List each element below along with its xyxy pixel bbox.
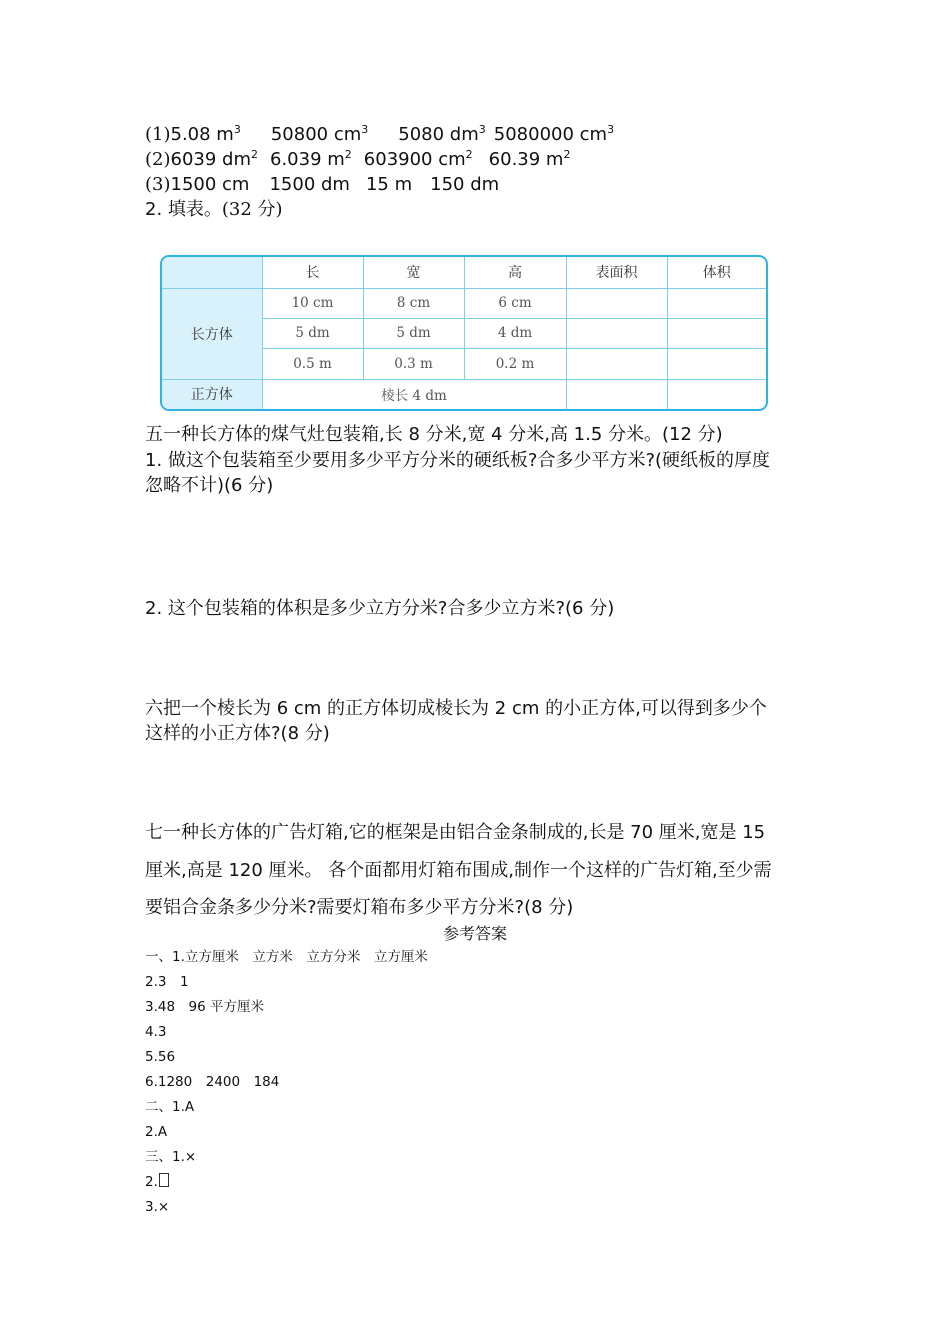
q4-1-row-3: [145, 173, 499, 197]
value: 1500 dm: [269, 174, 350, 195]
answer-cell[interactable]: [667, 379, 766, 409]
answer-line: 4.3: [145, 1024, 167, 1040]
answer-cell[interactable]: [566, 318, 667, 348]
header-blank: [162, 257, 262, 288]
row-label-cuboid: 长方体: [162, 288, 262, 379]
value: 6039 dm: [170, 149, 251, 170]
answer-line: 3.×: [145, 1199, 170, 1215]
answer-cell[interactable]: [667, 318, 766, 348]
cube-edge-cell: 棱长 4 dm: [262, 379, 566, 409]
answer-cell[interactable]: [566, 348, 667, 379]
row-label: (1): [145, 124, 171, 145]
answer-line: 2.: [145, 1173, 169, 1191]
q4-1-row-2: (2)6039 $dm^2$ 6.039 $m^2$ 603900 $cm^2$ 60.39 $m^2$: [145, 148, 571, 170]
value: 6.039 m: [270, 149, 345, 170]
header-surface-area: 表面积: [566, 257, 667, 288]
value: 5.08 m: [170, 124, 234, 145]
q7-line-1: 七一种长方体的广告灯箱,它的框架是由铝合金条制成的,长是 70 厘米,宽是 15: [145, 822, 766, 843]
value: 60.39 m: [488, 149, 564, 170]
header-length: 长: [262, 257, 363, 288]
header-height: 高: [464, 257, 566, 288]
q4-2-heading: 2. 填表。(32 分): [145, 199, 283, 220]
answer-line: 三、1.×: [145, 1149, 197, 1165]
table-cell: 8 cm: [363, 288, 464, 318]
header-volume: 体积: [667, 257, 766, 288]
table-cell: 4 dm: [464, 318, 566, 348]
value: 50800 cm: [270, 124, 362, 145]
q7-line-3: 要铝合金条多少分米?需要灯箱布多少平方分米?(8 分): [145, 897, 574, 918]
table-cell: 10 cm: [262, 288, 363, 318]
row-label: (3): [145, 174, 171, 195]
answer-line: 3.48 96 平方厘米: [145, 999, 265, 1015]
q7-line-2: 厘米,高是 120 厘米。 各个面都用灯箱布围成,制作一个这样的广告灯箱,至少需: [145, 860, 772, 881]
answer-line: 2.A: [145, 1124, 168, 1140]
answer-line: 6.1280 2400 184: [145, 1074, 280, 1090]
answer-line: 一、1.立方厘米 立方米 立方分米 立方厘米: [145, 949, 428, 965]
row-label-cube: 正方体: [162, 379, 262, 409]
row-label: (2): [145, 149, 171, 170]
q4-1-row-1: (1)5.08 $m^3$ 50800 $cm^3$ 5080 $dm^3$ 5080000 $cm^3$: [145, 123, 615, 145]
answer-cell[interactable]: [667, 348, 766, 379]
table-cell: 0.3 m: [363, 348, 464, 379]
answer-line: 5.56: [145, 1049, 176, 1065]
table-cell: 0.2 m: [464, 348, 566, 379]
value: 15 m: [365, 174, 413, 195]
answers-title: 参考答案: [442, 924, 507, 943]
answer-line: 2.3 1: [145, 974, 189, 990]
value: 150 dm: [430, 174, 500, 195]
q6-line-2: 这样的小正方体?(8 分): [145, 723, 330, 744]
table-cell: 5 dm: [363, 318, 464, 348]
value: 1500 cm: [170, 174, 250, 195]
q5-part-1: 1. 做这个包装箱至少要用多少平方分米的硬纸板?合多少平方米?(硬纸板的厚度: [145, 450, 771, 471]
value: 5080000 cm: [493, 124, 608, 145]
missing-glyph-icon: [159, 1173, 169, 1187]
table-cell: 6 cm: [464, 288, 566, 318]
value: 5080 dm: [398, 124, 479, 145]
header-width: 宽: [363, 257, 464, 288]
answer-line: 二、1.A: [145, 1099, 195, 1115]
q5-part-2: 2. 这个包装箱的体积是多少立方分米?合多少立方米?(6 分): [145, 598, 615, 619]
value: 603900 cm: [363, 149, 466, 170]
answer-cell[interactable]: [566, 288, 667, 318]
fill-table: [160, 255, 768, 411]
table-cell: 5 dm: [262, 318, 363, 348]
answer-cell[interactable]: [667, 288, 766, 318]
table-cell: 0.5 m: [262, 348, 363, 379]
answer-cell[interactable]: [566, 379, 667, 409]
q5-part-1-cont: 忽略不计)(6 分): [145, 475, 274, 496]
q5-intro: 五一种长方体的煤气灶包装箱,长 8 分米,宽 4 分米,高 1.5 分米。(12 分): [145, 424, 723, 445]
q6-line-1: 六把一个棱长为 6 cm 的正方体切成棱长为 2 cm 的小正方体,可以得到多少个: [145, 698, 767, 719]
